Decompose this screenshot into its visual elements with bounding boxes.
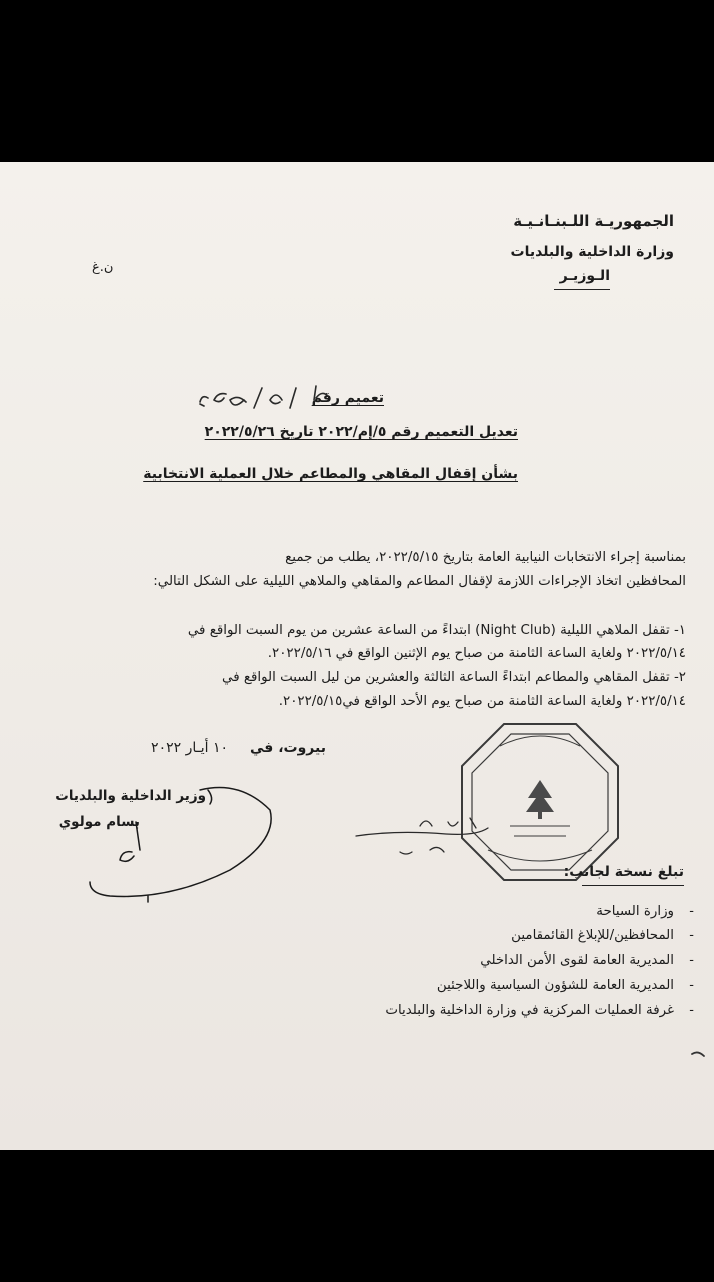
reference-code: ن.غ bbox=[92, 260, 114, 275]
letterhead-country: الجمهوريـة اللـبنـانـيـة bbox=[513, 212, 674, 230]
page-mark bbox=[0, 162, 714, 1150]
list-bullet: - bbox=[689, 1003, 694, 1018]
list-bullet: - bbox=[689, 928, 694, 943]
item-1-line-2: ٢٠٢٢/٥/١٤ ولغاية الساعة الثامنة من صباح يوم الإثنين الواقع في ٢٠٢٢/٥/١٦. bbox=[267, 646, 686, 661]
list-bullet: - bbox=[689, 978, 694, 993]
subject-line: بشأن إقفال المقاهي والمطاعم خلال العملية الانتخابية bbox=[143, 466, 518, 482]
copy-recipient: غرفة العمليات المركزية في وزارة الداخلية والبلديات bbox=[385, 1003, 674, 1018]
copy-recipient: المحافظين/للإبلاغ القائمقامين bbox=[511, 928, 674, 943]
signatory-name: بسام مولوي bbox=[58, 814, 140, 830]
circular-number-label: تعميم رقم bbox=[311, 390, 384, 406]
letterhead-ministry: وزارة الداخلية والبلديات bbox=[510, 244, 674, 260]
copy-recipient: المديرية العامة لقوى الأمن الداخلي bbox=[480, 953, 674, 968]
intro-line-1: بمناسبة إجراء الانتخابات النيابية العامة بتاريخ ٢٠٢٢/٥/١٥، يطلب من جميع bbox=[285, 550, 686, 565]
document-page bbox=[0, 162, 714, 1150]
list-bullet: - bbox=[689, 953, 694, 968]
copies-heading: تبلغ نسخة لجانب: bbox=[563, 864, 684, 880]
letterhead-office: الـوزيـر bbox=[559, 268, 610, 284]
list-bullet: - bbox=[689, 904, 694, 919]
place-label: بيروت، في bbox=[250, 740, 326, 756]
item-2-line-1: ٢- تقفل المقاهي والمطاعم ابتداءً الساعة الثالثة والعشرين من ليل السبت الواقع في bbox=[222, 670, 686, 685]
intro-line-2: المحافظين اتخاذ الإجراءات اللازمة لإقفال المطاعم والمقاهي والملاهي الليلية على الشكل التالي: bbox=[153, 574, 686, 589]
amendment-line: تعديل التعميم رقم ٥/إم/٢٠٢٢ تاريخ ٢٠٢٢/٥/٢٦ bbox=[204, 424, 518, 440]
signatory-title: وزير الداخلية والبلديات bbox=[55, 788, 206, 804]
item-1-line-1: ١- تقفل الملاهي الليلية (Night Club) ابتداءً من الساعة عشرين من يوم السبت الواقع في bbox=[187, 623, 686, 638]
item-2-line-2: ٢٠٢٢/٥/١٤ ولغاية الساعة الثامنة من صباح يوم الأحد الواقع في٢٠٢٢/٥/١٥. bbox=[278, 694, 686, 709]
issue-date: ١٠ أيـار ٢٠٢٢ bbox=[151, 740, 228, 756]
copy-recipient: وزارة السياحة bbox=[596, 904, 674, 919]
copy-recipient: المديرية العامة للشؤون السياسية واللاجئين bbox=[436, 978, 674, 993]
